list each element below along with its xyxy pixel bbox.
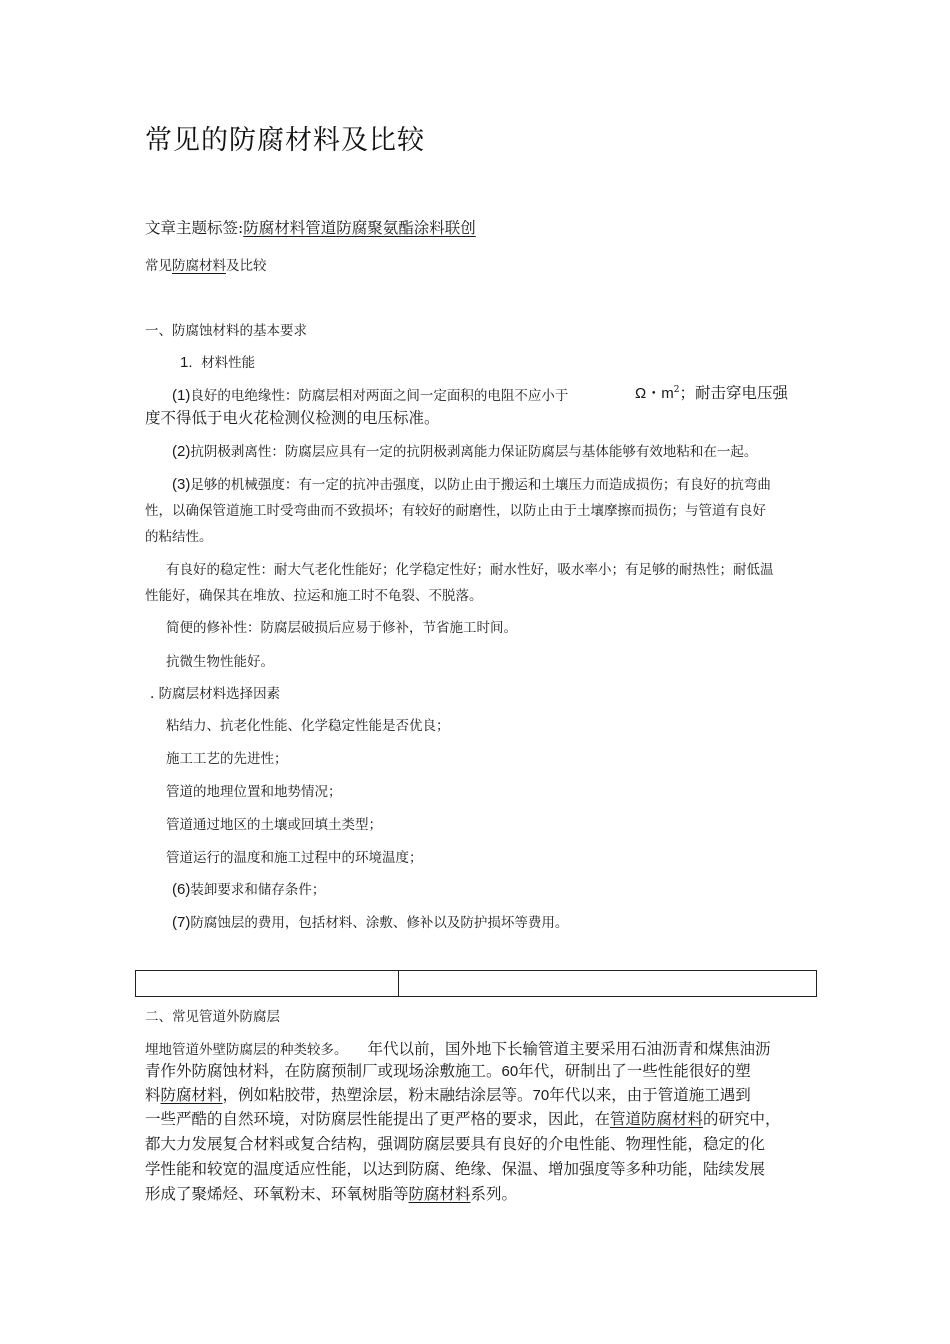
s2-link-pipeline[interactable]: 管道防腐材料 bbox=[610, 1110, 704, 1128]
s2-lead: 埋地管道外壁防腐层的种类较多。 bbox=[145, 1042, 348, 1058]
article-subtitle bbox=[145, 254, 267, 274]
s2-link-anticorrosion-2[interactable]: 防腐材料 bbox=[408, 1185, 471, 1203]
s2-line2-b: 年代，研制出了一些性能很好的塑 bbox=[518, 1062, 751, 1080]
req-4-line2: 性能好，确保其在堆放、拉运和施工时不龟裂、不脱落。 bbox=[145, 588, 483, 604]
req-1-unit-symbol: Ω・m bbox=[635, 385, 674, 402]
item2-heading: . 防腐层材料选择因素 bbox=[150, 686, 281, 702]
item1-heading bbox=[180, 351, 255, 371]
req-1-unit-sup: 2 bbox=[673, 384, 680, 395]
page-title: 常见的防腐材料及比较 bbox=[145, 125, 425, 156]
topic-tags bbox=[145, 216, 476, 238]
s2-line7-b: 系列。 bbox=[470, 1185, 518, 1203]
item1-number: 1. bbox=[180, 354, 193, 371]
s2-line3 bbox=[145, 1083, 751, 1105]
req-1-unit bbox=[635, 381, 788, 403]
req-2-number: (2) bbox=[172, 443, 191, 460]
factor-7-text: 防腐蚀层的费用，包括材料、涂敷、修补以及防护损坏等费用。 bbox=[190, 915, 569, 931]
req-3-line2: 性，以确保管道施工时受弯曲而不致损坏；有较好的耐磨性，以防止由于土壤摩擦而损伤；与管道有良好 bbox=[145, 503, 766, 519]
s2-line2-year: 60 bbox=[501, 1063, 519, 1080]
req-1-tail: ；耐击穿电压强 bbox=[679, 384, 788, 402]
s2-line6: 学性能和较宽的温度适应性能，以达到防腐、绝缘、保温、增加强度等多种功能，陆续发展 bbox=[145, 1160, 766, 1178]
tags-link[interactable]: 防腐材料管道防腐聚氨酯涂料联创 bbox=[243, 219, 476, 237]
factor-3: 管道的地理位置和地势情况； bbox=[166, 784, 342, 800]
req-3-number: (3) bbox=[172, 476, 191, 493]
req-2 bbox=[172, 440, 757, 460]
s2-line3-year: 70 bbox=[532, 1087, 550, 1104]
s2-line4-b: 的研究中， bbox=[703, 1110, 781, 1128]
section1-heading: 一、防腐蚀材料的基本要求 bbox=[145, 323, 307, 339]
s2-line7 bbox=[145, 1182, 517, 1204]
table-cell bbox=[136, 971, 399, 997]
s2-line4 bbox=[145, 1107, 781, 1129]
factor-6-number: (6) bbox=[172, 881, 191, 898]
table-cell bbox=[399, 971, 817, 997]
s2-line2 bbox=[145, 1059, 751, 1081]
req-4-line1: 有良好的稳定性：耐大气老化性能好；化学稳定性好；耐水性好，吸水率小；有足够的耐热性；耐低温 bbox=[166, 562, 774, 578]
req-3-line3: 的粘结性。 bbox=[145, 529, 213, 545]
subtitle-suffix: 及比较 bbox=[226, 258, 267, 274]
subtitle-prefix: 常见 bbox=[145, 258, 172, 274]
s2-line5: 都大力发展复合材料或复合结构，强调防腐层要具有良好的介电性能、物理性能，稳定的化 bbox=[145, 1135, 766, 1153]
factor-5: 管道运行的温度和施工过程中的环境温度； bbox=[166, 850, 423, 866]
req-2-text: 抗阴极剥离性：防腐层应具有一定的抗阴极剥离能力保证防腐层与基体能够有效地粘和在一起。 bbox=[190, 444, 758, 460]
req-3-line1 bbox=[172, 473, 771, 493]
req-5: 简便的修补性：防腐层破损后应易于修补，节省施工时间。 bbox=[166, 620, 517, 636]
factor-7 bbox=[172, 911, 568, 931]
s2-line1-text: 年代以前，国外地下长输管道主要采用石油沥青和煤焦油沥 bbox=[367, 1040, 771, 1058]
req-1-line2: 度不得低于电火花检测仪检测的电压标准。 bbox=[145, 409, 440, 427]
s2-line7-a: 形成了聚烯烃、环氧粉末、环氧树脂等 bbox=[145, 1185, 409, 1203]
item1-label: 材料性能 bbox=[201, 355, 256, 371]
factor-6-text: 装卸要求和储存条件； bbox=[190, 882, 326, 898]
subtitle-link[interactable]: 防腐材料 bbox=[172, 258, 226, 274]
table-row bbox=[136, 971, 817, 997]
empty-table bbox=[135, 970, 817, 997]
req-6: 抗微生物性能好。 bbox=[166, 654, 274, 670]
section2-heading: 二、常见管道外防腐层 bbox=[145, 1009, 280, 1025]
s2-link-anticorrosion[interactable]: 防腐材料 bbox=[160, 1086, 223, 1104]
factor-4: 管道通过地区的土壤或回填土类型； bbox=[166, 817, 382, 833]
s2-line3-c: 年代以来，由于管道施工遇到 bbox=[549, 1086, 751, 1104]
req-3-text: 足够的机械强度：有一定的抗冲击强度，以防止由于搬运和土壤压力而造成损伤；有良好的抗弯曲 bbox=[190, 477, 771, 493]
req-1-number: (1) bbox=[172, 387, 191, 404]
s2-line3-a: 料 bbox=[145, 1086, 161, 1104]
tags-label: 文章主题标签: bbox=[145, 219, 244, 237]
s2-line4-a: 一些严酷的自然环境，对防腐层性能提出了更严格的要求，因此，在 bbox=[145, 1110, 611, 1128]
s2-line1 bbox=[145, 1037, 771, 1059]
factor-2: 施工工艺的先进性； bbox=[166, 751, 288, 767]
req-1-text: 良好的电绝缘性：防腐层相对两面之间一定面积的电阻不应小于 bbox=[190, 388, 569, 404]
s2-line2-a: 青作外防腐蚀材料，在防腐预制厂或现场涂敷施工。 bbox=[145, 1062, 502, 1080]
s2-line3-b: ，例如粘胶带，热塑涂层，粉末融结涂层等。 bbox=[222, 1086, 533, 1104]
factor-6 bbox=[172, 878, 325, 898]
factor-7-number: (7) bbox=[172, 914, 191, 931]
req-1-line1 bbox=[172, 384, 568, 404]
factor-1: 粘结力、抗老化性能、化学稳定性能是否优良； bbox=[166, 718, 450, 734]
